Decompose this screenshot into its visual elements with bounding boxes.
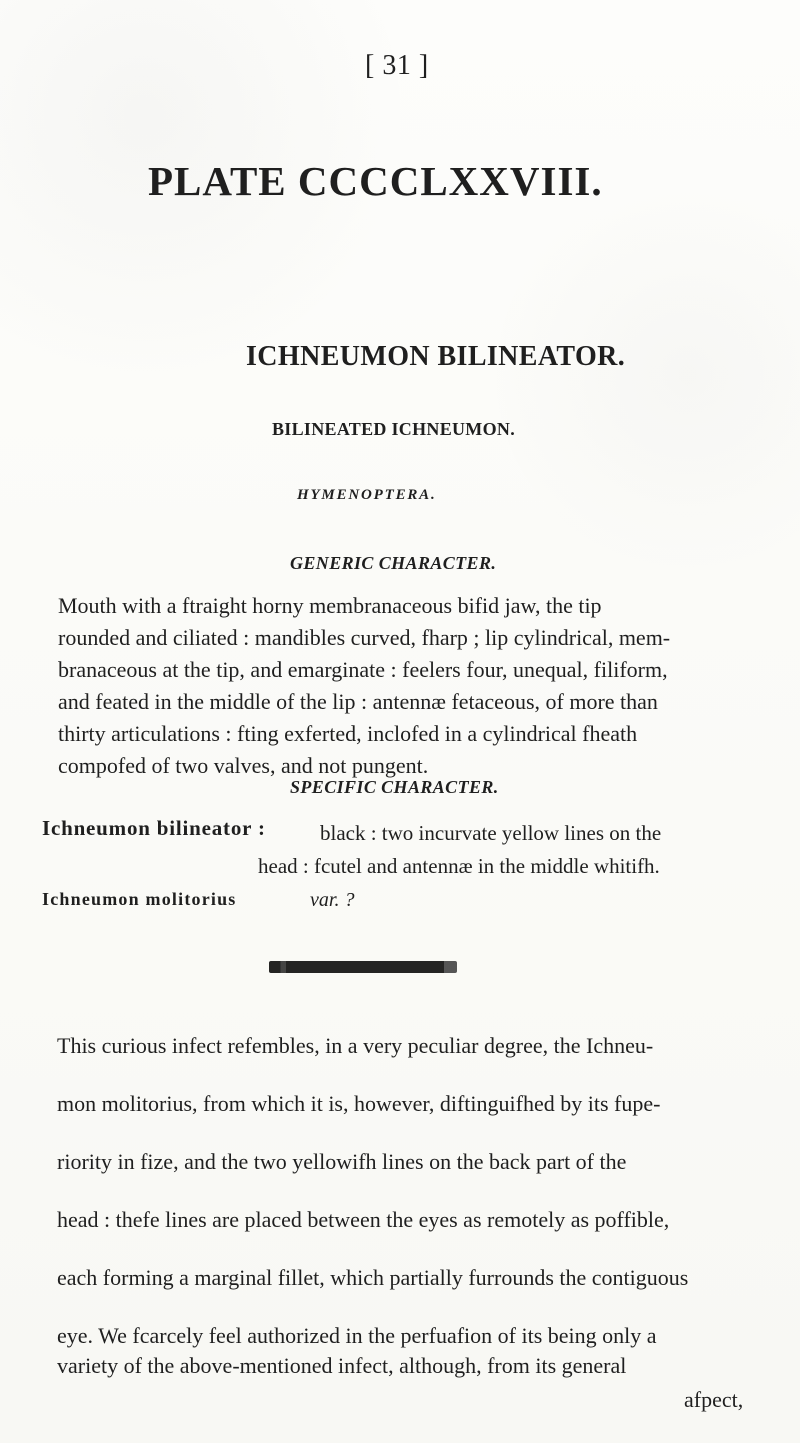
generic-line-3: branaceous at the tip, and emarginate : feelers four, unequal, filiform,: [58, 657, 668, 682]
generic-line-2: rounded and ciliated : mandibles curved, fharp ; lip cylindrical, mem-: [58, 625, 671, 650]
synonym-label: Ichneumon molitorius: [42, 889, 237, 909]
species-title: ICHNEUMON BILINEATOR.: [246, 341, 626, 372]
body-line-5: each forming a marginal fillet, which partially furrounds the contiguous: [57, 1265, 689, 1290]
generic-character-heading: GENERIC CHARACTER.: [290, 553, 497, 573]
generic-line-5: thirty articulations : fting exferted, inclofed in a cylindrical fheath: [58, 721, 638, 746]
species-description-line-1: black : two incurvate yellow lines on the: [320, 821, 662, 845]
body-line-7: variety of the above-mentioned infect, although, from its general: [57, 1353, 627, 1378]
synonym-variant: var. ?: [310, 889, 355, 911]
species-name: Ichneumon bilineator :: [42, 816, 266, 840]
specific-character-heading: SPECIFIC CHARACTER.: [290, 777, 499, 797]
body-line-4: head : thefe lines are placed between the eyes as remotely as poffible,: [57, 1207, 670, 1232]
section-divider: [269, 961, 457, 973]
generic-line-4: and feated in the middle of the lip : antennæ fetaceous, of more than: [58, 689, 658, 714]
generic-line-1: Mouth with a ftraight horny membranaceous bifid jaw, the tip: [58, 593, 602, 618]
common-name: BILINEATED ICHNEUMON.: [272, 419, 515, 439]
body-line-3: riority in fize, and the two yellowifh lines on the back part of the: [57, 1149, 627, 1174]
body-line-1: This curious infect refembles, in a very peculiar degree, the Ichneu-: [57, 1033, 654, 1058]
order-name: HYMENOPTERA.: [297, 487, 437, 503]
body-line-6: eye. We fcarcely feel authorized in the perfuafion of its being only a: [57, 1323, 657, 1348]
page-number: [ 31 ]: [365, 50, 429, 81]
species-description-line-2: head : fcutel and antennæ in the middle whitifh.: [258, 854, 660, 878]
generic-line-6: compofed of two valves, and not pungent.: [58, 753, 429, 778]
body-line-2: mon molitorius, from which it is, however, diftinguifhed by its fupe-: [57, 1091, 661, 1116]
plate-title: PLATE CCCCLXXVIII.: [148, 158, 603, 204]
catchword: afpect,: [684, 1387, 744, 1412]
